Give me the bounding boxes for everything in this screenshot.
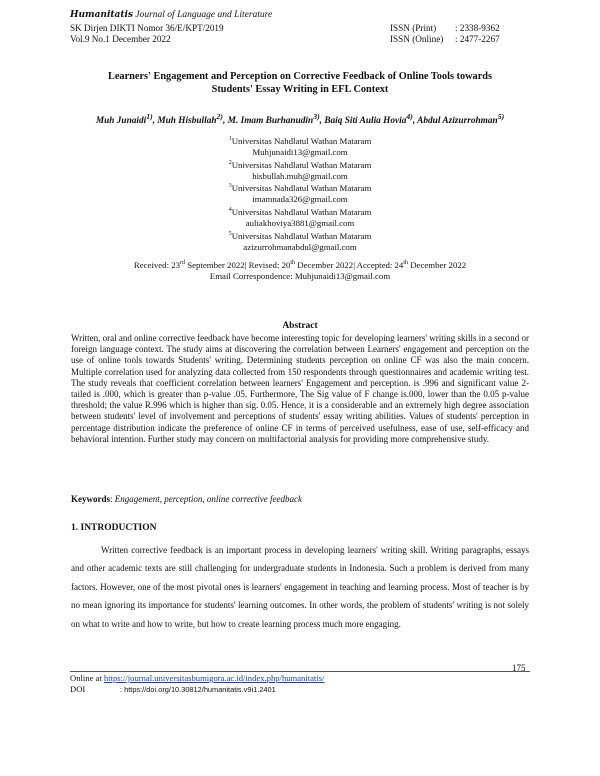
dates-line: Received: 23rd September 2022| Revised: 20th December 2022| Accepted: 24th December 2022 [133, 259, 467, 270]
affiliation-list [150, 134, 450, 253]
doi-label: DOI [70, 684, 86, 694]
issn-print-label: ISSN (Print) [390, 23, 437, 33]
keywords-label: Keywords [71, 494, 110, 504]
affiliation-email: auliakhoviya3881@gmail.com [245, 218, 355, 229]
doi-value: : https://doi.org/10.30812/humanitatis.v9i1.2401 [120, 685, 276, 694]
volume-line: Vol.9 No.1 December 2022 [70, 34, 171, 44]
affiliation-email: hisbullah.muh@gmail.com [252, 170, 348, 181]
affiliation-email: Muhjunaidi13@gmail.com [252, 146, 348, 157]
author: Muh Junaidi$^{1)}$ [95, 112, 153, 127]
issn-online-label: ISSN (Online) [390, 34, 444, 44]
introduction-paragraph: Written corrective feedback is an important process in developing learners' writing skill. Writing paragraphs, essays and other academic texts are still challenging for undergraduate students in Indonesia. Such a problem is derived from many factors. However, one of the most pivotal ones is learners' engagement in teaching and learning process. Most of teacher is by no mean ignoring its importance for students' learning outcomes. In other words, the problem of students' writing is not solely on what to write and how to write, but how to create learning process much more engaging. [71, 545, 529, 629]
author: M. Imam Burhanudin$^{3)}$ [227, 112, 320, 127]
online-at: Online at https://journal.universitasbumigora.ac.id/index.php/humanitatis/ [70, 673, 325, 683]
abstract-text: Written, oral and online corrective feedback have become interesting topic for developing learners' writing skills in a second or foreign language context. The study aims at discovering the correlation between Learners' engagement and perception on the use of online tools towards Students' writing. Determining students perception on online CF was also the main concern. Multiple correlation used for analyzing data collected from 150 respondents through questionnaires and academic writing test. The study reveals that coefficient correlation between learners' Engagement and perception. is .996 and significant value 2-tailed is .000, which is greater than p-value .05. Furthermore, The Sig value of F change is.000, lower than the 0.05 p-value threshold; the value R.996 which is higher than sig. 0.05. Hence, it is a considerable and an extremely high degree association between students' level of involvement and perceptions of students' essay writing abilities. Values of students' perception in percentage distribution indicate the preference of online CF in terms of perceived usefulness, ease of use, self-efficacy and behavioral intention. Further study may concern on multifactorial analysis for providing more comprehensive study. [71, 333, 529, 444]
introduction-heading: 1. INTRODUCTION [71, 523, 157, 533]
journal-header [70, 10, 272, 21]
author: Baiq Siti Aulia Hovia$^{4)}$ [324, 112, 413, 127]
affiliation-institution: $^2$Universitas Nahdlatul Wathan Mataram [228, 159, 372, 170]
journal-name: Journal of Language and Literature [135, 10, 273, 20]
author-list: Muh Junaidi$^{1)}$, Muh Hisbullah$^{2)}$, M. Imam Burhanudin$^{3)}$, Baiq Siti Aulia Hovia$^{4)}$, Abdul Azizurrohman$^{5)}$ [95, 112, 505, 127]
affiliation-institution: $^5$Universitas Nahdlatul Wathan Mataram [228, 230, 372, 241]
affiliation-institution: $^3$Universitas Nahdlatul Wathan Mataram [228, 183, 372, 194]
sk-line: SK Dirjen DIKTI Nomor 36/E/KPT/2019 [70, 23, 224, 33]
journal-url-link[interactable]: https://journal.universitasbumigora.ac.id/index.php/humanitatis/ [103, 673, 325, 683]
affiliation-institution: $^4$Universitas Nahdlatul Wathan Mataram [228, 207, 372, 218]
paper-title [70, 70, 530, 96]
author: Abdul Azizurrohman$^{5)}$ [417, 112, 505, 127]
keywords: Keywords: Engagement, perception, online corrective feedback [71, 494, 303, 504]
affiliation-institution: $^1$Universitas Nahdlatul Wathan Mataram [228, 135, 372, 146]
title-line-2: Students' Essay Writing in EFL Context [211, 84, 389, 95]
affiliation-email: azizurrohmanabdul@gmail.com [243, 241, 357, 252]
submission-dates [70, 258, 530, 282]
issn-print-value: : 2338-9362 [455, 23, 500, 33]
affiliation-email: imamnada326@gmail.com [252, 194, 348, 205]
author: Muh Hisbullah$^{2)}$ [157, 112, 223, 127]
abstract-heading: Abstract [282, 321, 318, 331]
footer-divider [70, 671, 530, 672]
page-number: 175 [512, 663, 526, 673]
title-line-1: Learners' Engagement and Perception on Corrective Feedback of Online Tools towards [107, 71, 493, 82]
keywords-value: Engagement, perception, online corrective feedback [114, 494, 303, 504]
journal-logo: Humanitatis [70, 10, 133, 20]
correspondence-email: Email Correspondence: Muhjunaidi13@gmail.com [209, 270, 391, 281]
issn-online-value: : 2477-2267 [455, 34, 500, 44]
